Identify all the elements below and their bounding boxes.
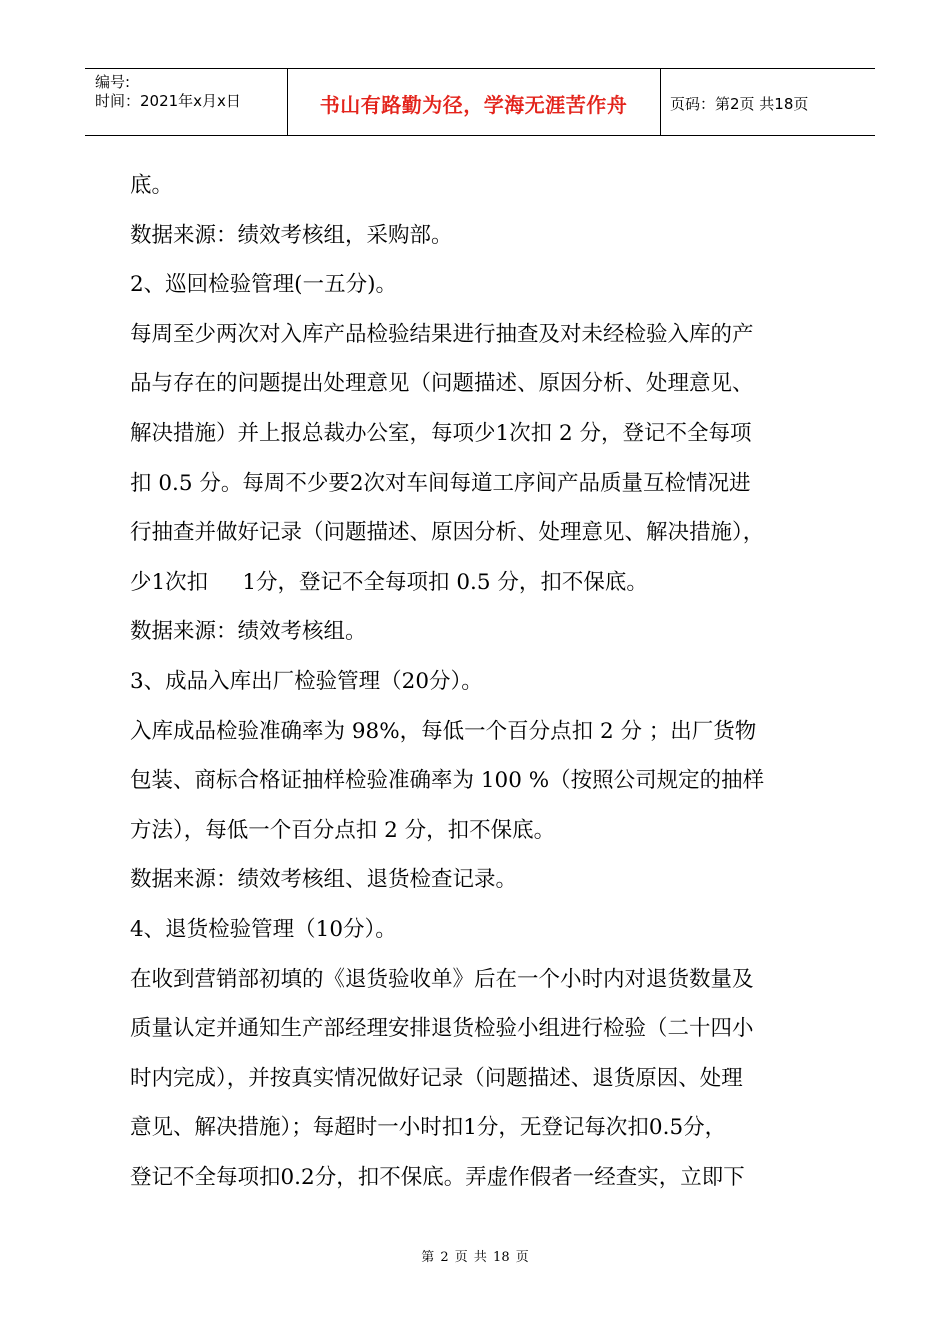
section-heading: 4、退货检验管理（10分）。 xyxy=(130,916,397,942)
header-meta xyxy=(95,73,241,111)
page-header xyxy=(85,68,875,136)
body-line: 方法），每低一个百分点扣 2 分，扣不保底。 xyxy=(130,817,556,843)
page-footer: 第 2 页 共 18 页 xyxy=(421,1250,529,1265)
body-line: 数据来源：绩效考核组，采购部。 xyxy=(130,222,453,248)
header-divider xyxy=(660,69,661,135)
section-heading: 3、成品入库出厂检验管理（20分）。 xyxy=(130,668,483,694)
body-line: 少1次扣 1分，登记不全每项扣 0.5 分，扣不保底。 xyxy=(130,569,648,595)
body-line: 质量认定并通知生产部经理安排退货检验小组进行检验（二十四小 xyxy=(130,1016,754,1042)
body-line: 底。 xyxy=(130,173,174,198)
document-body xyxy=(130,161,840,1202)
body-line: 入库成品检验准确率为 98%，每低一个百分点扣 2 分 ；出厂货物 xyxy=(130,718,757,744)
body-line: 时内完成），并按真实情况做好记录（问题描述、退货原因、处理 xyxy=(130,1065,743,1091)
header-motto: 书山有路勤为径，学海无涯苦作舟 xyxy=(319,92,628,117)
body-line: 数据来源：绩效考核组、退货检查记录。 xyxy=(130,867,518,893)
body-line: 意见、解决措施）；每超时一小时扣1分，无登记每次扣0.5分， xyxy=(130,1115,727,1141)
body-line: 行抽查并做好记录（问题描述、原因分析、处理意见、解决措施）， xyxy=(130,520,765,546)
body-line: 每周至少两次对入库产品检验结果进行抽查及对未经检验入库的产 xyxy=(130,321,754,347)
serial-label: 编号: xyxy=(95,73,131,91)
body-line: 包装、商标合格证抽样检验准确率为 100 %（按照公司规定的抽样 xyxy=(130,768,765,794)
body-line: 解决措施）并上报总裁办公室，每项少1次扣 2 分，登记不全每项 xyxy=(130,420,752,446)
time-label: 时间：2021年x月x日 xyxy=(95,92,241,110)
section-heading: 2、巡回检验管理(一五分)。 xyxy=(130,272,397,298)
body-line: 登记不全每项扣0.2分，扣不保底。弄虚作假者一经查实，立即下 xyxy=(130,1164,745,1190)
body-line: 扣 0.5 分。每周不少要2次对车间每道工序间产品质量互检情况进 xyxy=(130,470,751,496)
header-page-info: 页码：第2页 共18页 xyxy=(670,94,809,113)
body-line: 在收到营销部初填的《退货验收单》后在一个小时内对退货数量及 xyxy=(130,966,754,992)
body-line: 数据来源：绩效考核组。 xyxy=(130,619,367,645)
body-line: 品与存在的问题提出处理意见（问题描述、原因分析、处理意见、 xyxy=(130,371,754,397)
